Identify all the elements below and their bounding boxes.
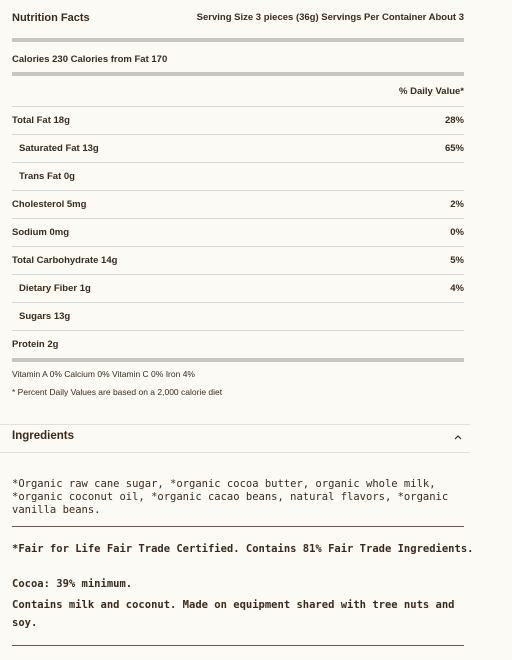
nutrition-facts-panel [12, 0, 464, 362]
nutrient-row [12, 246, 464, 274]
nutrient-percent: 4% [450, 283, 464, 294]
nutrient-row [12, 106, 464, 134]
ingredients-divider-bottom [0, 452, 470, 453]
cocoa-percentage: Cocoa: 39% minimum. [12, 578, 133, 590]
nutrient-row [12, 162, 464, 190]
nutrient-row [12, 218, 464, 246]
nutrient-percent: 28% [444, 115, 464, 126]
calories-text: Calories 230 Calories from Fat 170 [12, 54, 168, 65]
nutrition-title: Nutrition Facts [12, 12, 90, 24]
nutrient-percent: 65% [444, 143, 464, 154]
serving-info: Serving Size 3 pieces (36g) Servings Per Container About 3 [196, 12, 464, 23]
chevron-up-icon[interactable] [454, 432, 462, 443]
nutrient-percent: 0% [450, 227, 464, 238]
nutrient-label: Sodium 0mg [12, 227, 70, 238]
ingredients-divider-top [0, 424, 470, 425]
nutrient-label: Total Fat 18g [12, 115, 70, 126]
divider-line [12, 645, 464, 646]
nutrient-row [12, 190, 464, 218]
nutrient-label: Protein 2g [12, 339, 59, 350]
nutrient-label: Sugars 13g [19, 311, 71, 322]
nutrient-percent: 5% [450, 255, 464, 266]
nutrient-label: Trans Fat 0g [19, 171, 75, 182]
allergen-statement: Contains milk and coconut. Made on equipment shared with tree nuts and soy. [12, 599, 455, 629]
nutrient-label: Dietary Fiber 1g [19, 283, 91, 294]
nutrient-label: Total Carbohydrate 14g [12, 255, 118, 266]
thick-divider [12, 358, 464, 362]
daily-value-footnote: * Percent Daily Values are based on a 2,000 calorie diet [12, 387, 223, 397]
nutrient-row [12, 302, 464, 330]
calories-row [12, 42, 464, 72]
nutrient-row [12, 134, 464, 162]
vitamins-text: Vitamin A 0% Calcium 0% Vitamin C 0% Iron 4% [12, 369, 195, 379]
daily-value-header [12, 76, 464, 106]
fair-trade-certification: *Fair for Life Fair Trade Certified. Contains 81% Fair Trade Ingredients. [12, 543, 474, 555]
nutrient-percent: 2% [450, 199, 464, 210]
nutrient-row [12, 330, 464, 358]
nutrient-label: Cholesterol 5mg [12, 199, 87, 210]
daily-value-label: % Daily Value* [399, 86, 464, 97]
nutrient-row [12, 274, 464, 302]
ingredients-title[interactable]: Ingredients [12, 430, 74, 442]
nutrition-header [12, 0, 464, 38]
divider-line [12, 526, 464, 527]
nutrient-label: Saturated Fat 13g [19, 143, 99, 154]
ingredients-list: *Organic raw cane sugar, *organic cocoa butter, organic whole milk, *organic coconut oil, *organic cacao beans, natural flavors, *organic vanilla beans. [12, 478, 449, 516]
